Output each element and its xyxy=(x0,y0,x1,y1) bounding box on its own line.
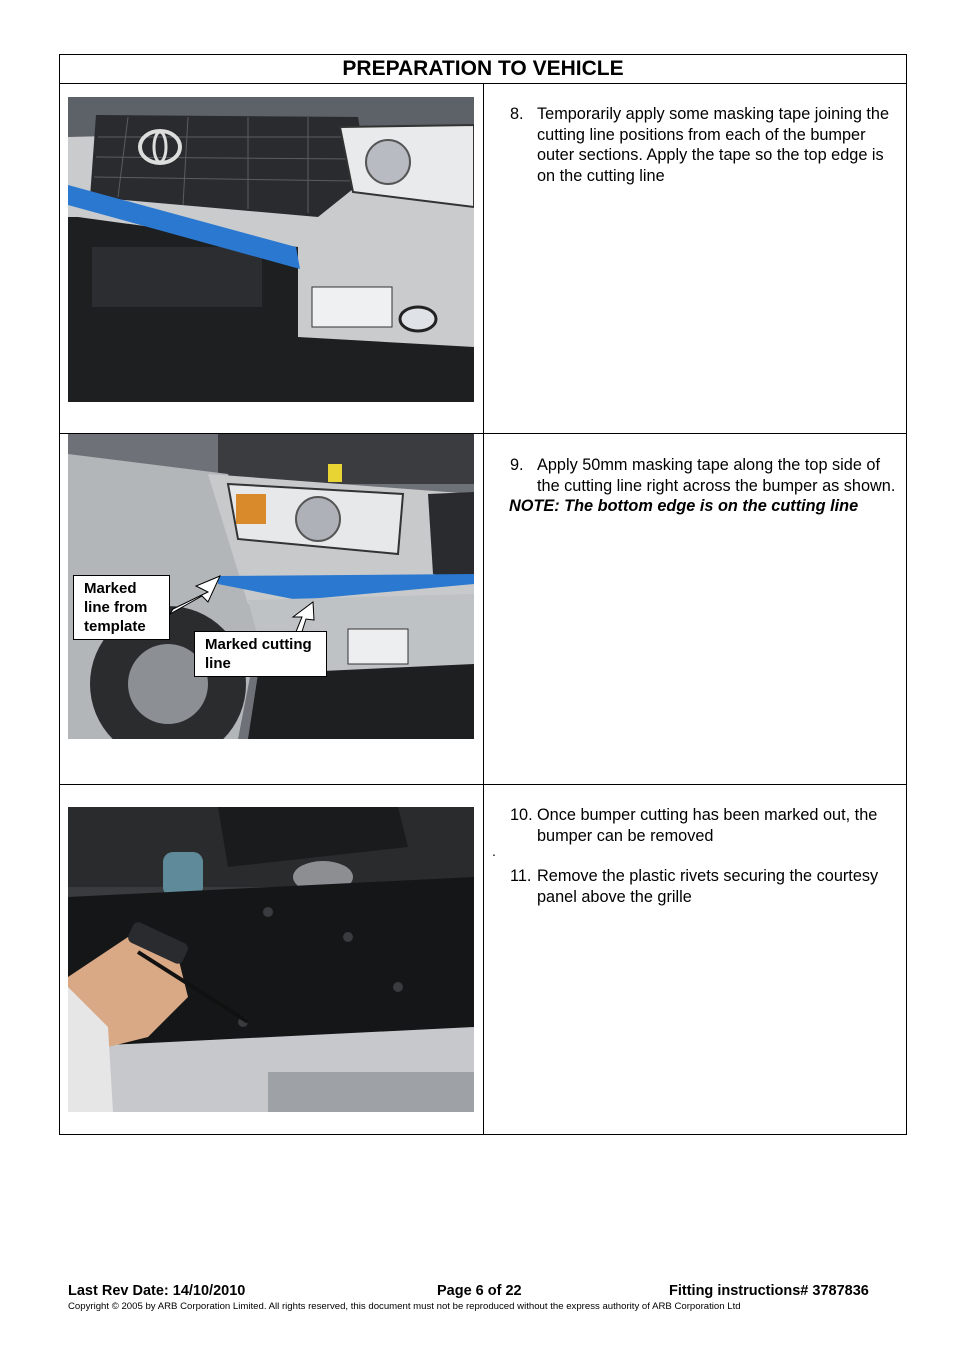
step-text-8 xyxy=(510,104,900,186)
callout-marked-line-from-template: Marked line from template xyxy=(73,575,170,640)
step-number: 10. xyxy=(510,806,533,824)
photo-bumper-masking-tape xyxy=(68,97,474,402)
page-heading: PREPARATION TO VEHICLE xyxy=(60,55,906,84)
step-number: 11. xyxy=(510,867,532,885)
stray-dot: . xyxy=(492,843,496,859)
step-number: 9. xyxy=(510,456,524,474)
footer-page-number: Page 6 of 22 xyxy=(437,1283,522,1299)
footer-copyright: Copyright © 2005 by ARB Corporation Limited. All rights reserved, this document must not be reproduced without the express authority of ARB Corporation Ltd xyxy=(68,1301,741,1312)
footer-instruction-number: Fitting instructions# 3787836 xyxy=(669,1283,869,1299)
step-row-9 xyxy=(60,434,906,785)
instruction-table xyxy=(59,54,907,1135)
step-description: Apply 50mm masking tape along the top side of the cutting line right across the bumper as shown. xyxy=(537,456,896,495)
footer-line xyxy=(68,1283,898,1299)
spacer xyxy=(510,846,900,866)
step-row-10-11 xyxy=(60,785,906,1134)
callout-marked-cutting-line: Marked cutting line xyxy=(194,631,327,677)
photo-cutting-line-tape xyxy=(68,434,474,739)
page-footer xyxy=(68,1283,898,1312)
step-row-8 xyxy=(60,84,906,434)
step-text-10-11 xyxy=(510,805,900,907)
step-9 xyxy=(510,455,900,496)
step-number: 8. xyxy=(510,105,524,123)
step-text-9 xyxy=(510,455,900,517)
step-description: Remove the plastic rivets securing the courtesy panel above the grille xyxy=(537,867,879,906)
step-10 xyxy=(510,805,900,846)
step-11 xyxy=(510,866,900,907)
note-bottom-edge: NOTE: The bottom edge is on the cutting line xyxy=(509,497,859,515)
footer-rev-date: Last Rev Date: 14/10/2010 xyxy=(68,1283,246,1299)
step-8 xyxy=(510,104,900,186)
step-description: Temporarily apply some masking tape joining the cutting line positions from each of the bumper outer sections. Apply the tape so the top edge is on the cutting line xyxy=(537,105,890,185)
step-description: Once bumper cutting has been marked out, the bumper can be removed xyxy=(537,806,878,845)
photo-remove-rivets xyxy=(68,807,474,1112)
